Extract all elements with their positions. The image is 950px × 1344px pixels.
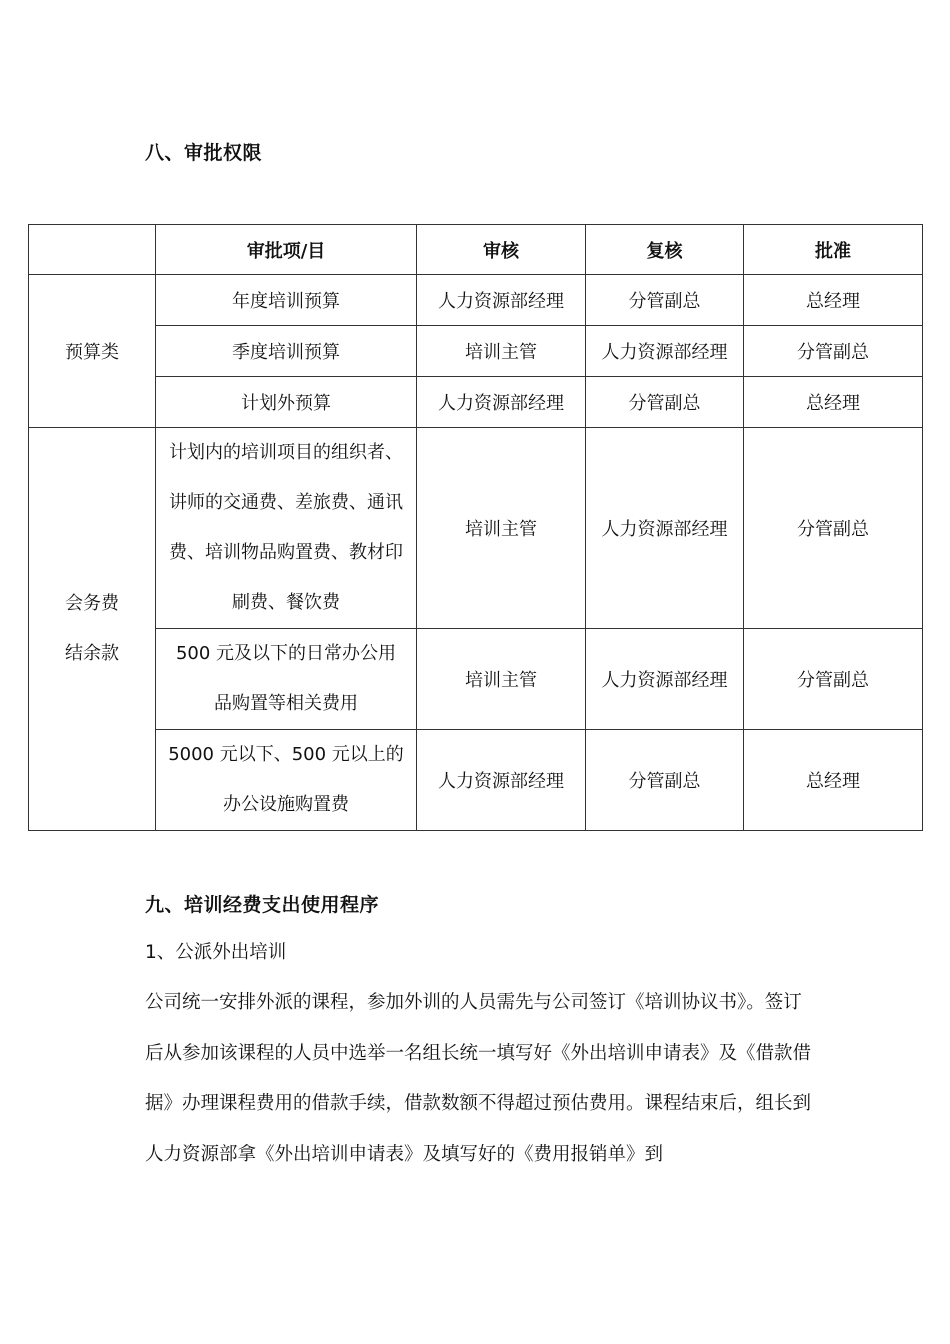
recheck-cell: 分管副总 xyxy=(586,377,744,428)
review-cell: 人力资源部经理 xyxy=(417,730,586,831)
recheck-cell: 分管副总 xyxy=(586,275,744,326)
approve-cell: 分管副总 xyxy=(744,428,923,629)
table-row xyxy=(29,275,923,326)
item-cell: 计划外预算 xyxy=(156,377,417,428)
approve-cell: 总经理 xyxy=(744,275,923,326)
recheck-cell: 人力资源部经理 xyxy=(586,629,744,730)
header-item: 审批项/目 xyxy=(156,225,417,275)
approval-authority-table xyxy=(28,224,923,831)
approve-cell: 总经理 xyxy=(744,730,923,831)
item-cell: 年度培训预算 xyxy=(156,275,417,326)
category-cell-budget: 预算类 xyxy=(29,275,156,428)
recheck-cell: 分管副总 xyxy=(586,730,744,831)
body-paragraph: 公司统一安排外派的课程，参加外训的人员需先与公司签订《培训协议书》。签订后从参加该课程的人员中选举一名组长统一填写好《外出培训申请表》及《借款借据》办理课程费用的借款手续，借款数额不得超过预估费用。课程结束后，组长到人力资源部拿《外出培训申请表》及填写好的《费用报销单》到 xyxy=(145,992,812,1165)
header-review: 审核 xyxy=(417,225,586,275)
table-row xyxy=(29,730,923,831)
review-cell: 人力资源部经理 xyxy=(417,275,586,326)
header-approve: 批准 xyxy=(744,225,923,275)
recheck-cell: 人力资源部经理 xyxy=(586,326,744,377)
review-cell: 培训主管 xyxy=(417,629,586,730)
header-blank xyxy=(29,225,156,275)
header-recheck: 复核 xyxy=(586,225,744,275)
approve-cell: 分管副总 xyxy=(744,326,923,377)
table-header-row xyxy=(29,225,923,275)
approve-cell: 总经理 xyxy=(744,377,923,428)
review-cell: 人力资源部经理 xyxy=(417,377,586,428)
subheading-outbound-training: 1、公派外出培训 xyxy=(145,942,287,963)
recheck-cell: 人力资源部经理 xyxy=(586,428,744,629)
table-row xyxy=(29,629,923,730)
table-row xyxy=(29,377,923,428)
review-cell: 培训主管 xyxy=(417,428,586,629)
item-cell: 500 元及以下的日常办公用品购置等相关费用 xyxy=(156,629,417,730)
section-9-heading: 九、培训经费支出使用程序 xyxy=(145,894,380,916)
approve-cell: 分管副总 xyxy=(744,629,923,730)
table-row xyxy=(29,428,923,629)
item-cell: 计划内的培训项目的组织者、讲师的交通费、差旅费、通讯费、培训物品购置费、教材印刷费、餐饮费 xyxy=(156,428,417,629)
table-row xyxy=(29,326,923,377)
item-cell: 5000 元以下、500 元以上的办公设施购置费 xyxy=(156,730,417,831)
review-cell: 培训主管 xyxy=(417,326,586,377)
category-cell-meeting: 会务费结余款 xyxy=(29,428,156,831)
section-8-heading: 八、审批权限 xyxy=(145,142,263,164)
item-cell: 季度培训预算 xyxy=(156,326,417,377)
